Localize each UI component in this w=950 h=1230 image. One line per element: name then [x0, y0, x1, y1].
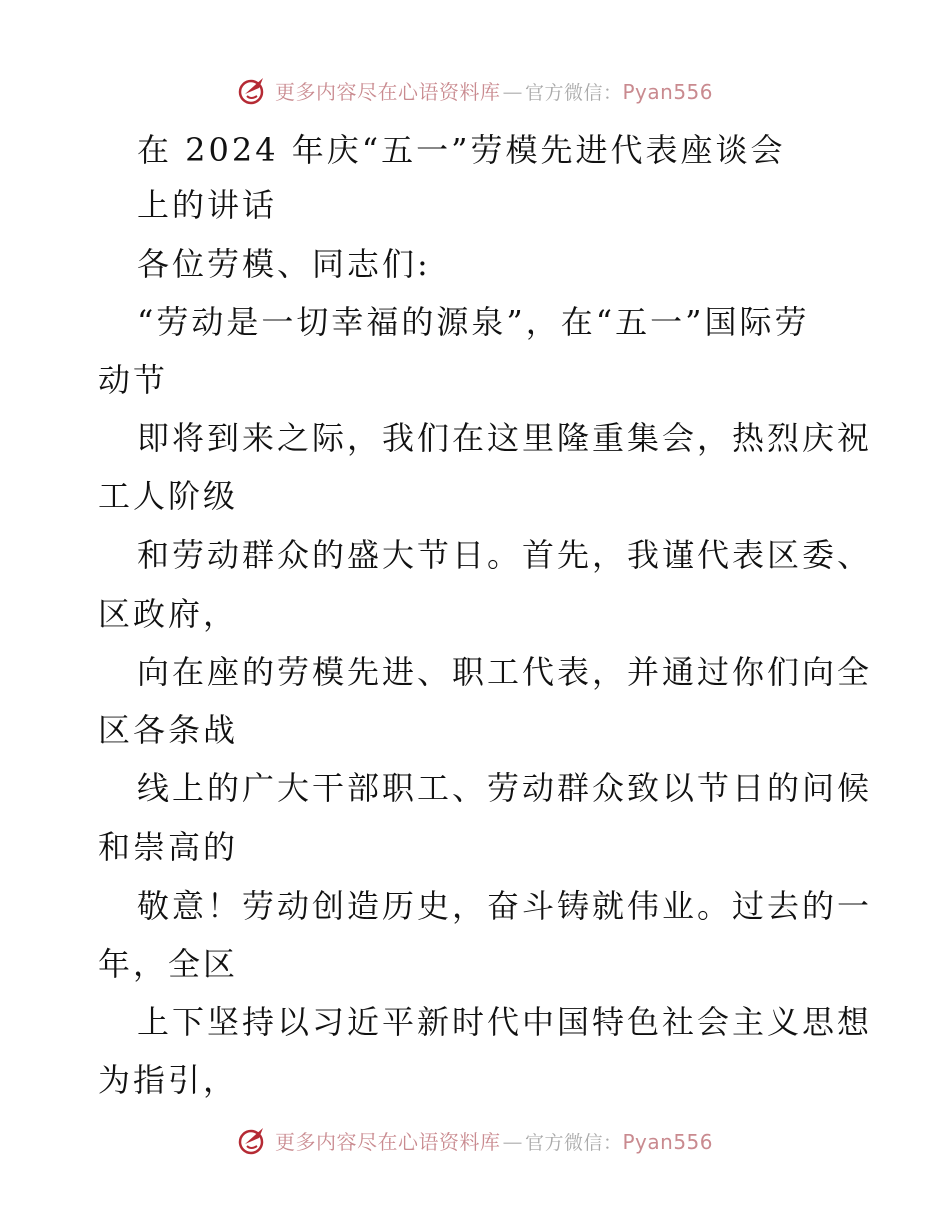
paragraph-line: 和崇高的	[98, 828, 239, 866]
watermark-main: 更多内容尽在心语资料库	[274, 79, 501, 104]
quill-logo-icon	[237, 74, 269, 106]
paragraph-line: 和劳动群众的盛大节日。首先，我谨代表区委、	[137, 536, 873, 574]
paragraph-line: 区政府，	[98, 595, 239, 633]
paragraph-line: “劳动是一切幸福的源泉”，在“五一”国际劳	[137, 303, 810, 341]
paragraph-line: 为指引，	[98, 1061, 239, 1099]
watermark-id: Pyan556	[622, 1129, 714, 1154]
watermark-footer	[0, 1120, 950, 1160]
salutation: 各位劳模、同志们:	[137, 245, 431, 283]
watermark-text	[275, 76, 713, 105]
paragraph-line: 上下坚持以习近平新时代中国特色社会主义思想	[137, 1003, 873, 1041]
watermark-text	[275, 1126, 713, 1155]
title-line-2: 上的讲话	[137, 186, 278, 224]
paragraph-line: 敬意！劳动创造历史，奋斗铸就伟业。过去的一	[137, 887, 873, 925]
paragraph-line: 年，全区	[98, 945, 239, 983]
watermark-id: Pyan556	[622, 79, 714, 104]
paragraph-line: 工人阶级	[98, 477, 239, 515]
watermark-label: 官方微信：	[524, 81, 623, 104]
watermark-label: 官方微信：	[524, 1131, 623, 1154]
paragraph-line: 线上的广大干部职工、劳动群众致以节日的问候	[137, 769, 873, 807]
title-line-1: 在 2024 年庆“五一”劳模先进代表座谈会	[137, 131, 786, 169]
watermark-main: 更多内容尽在心语资料库	[274, 1129, 501, 1154]
paragraph-line: 动节	[98, 361, 169, 399]
paragraph-line: 区各条战	[98, 711, 239, 749]
paragraph-line: 向在座的劳模先进、职工代表，并通过你们向全	[137, 653, 873, 691]
paragraph-line: 即将到来之际，我们在这里隆重集会，热烈庆祝	[137, 419, 873, 457]
watermark-dash: —	[502, 79, 523, 104]
quill-logo-icon	[237, 1124, 269, 1156]
watermark-header	[0, 70, 950, 110]
watermark-dash: —	[502, 1129, 523, 1154]
